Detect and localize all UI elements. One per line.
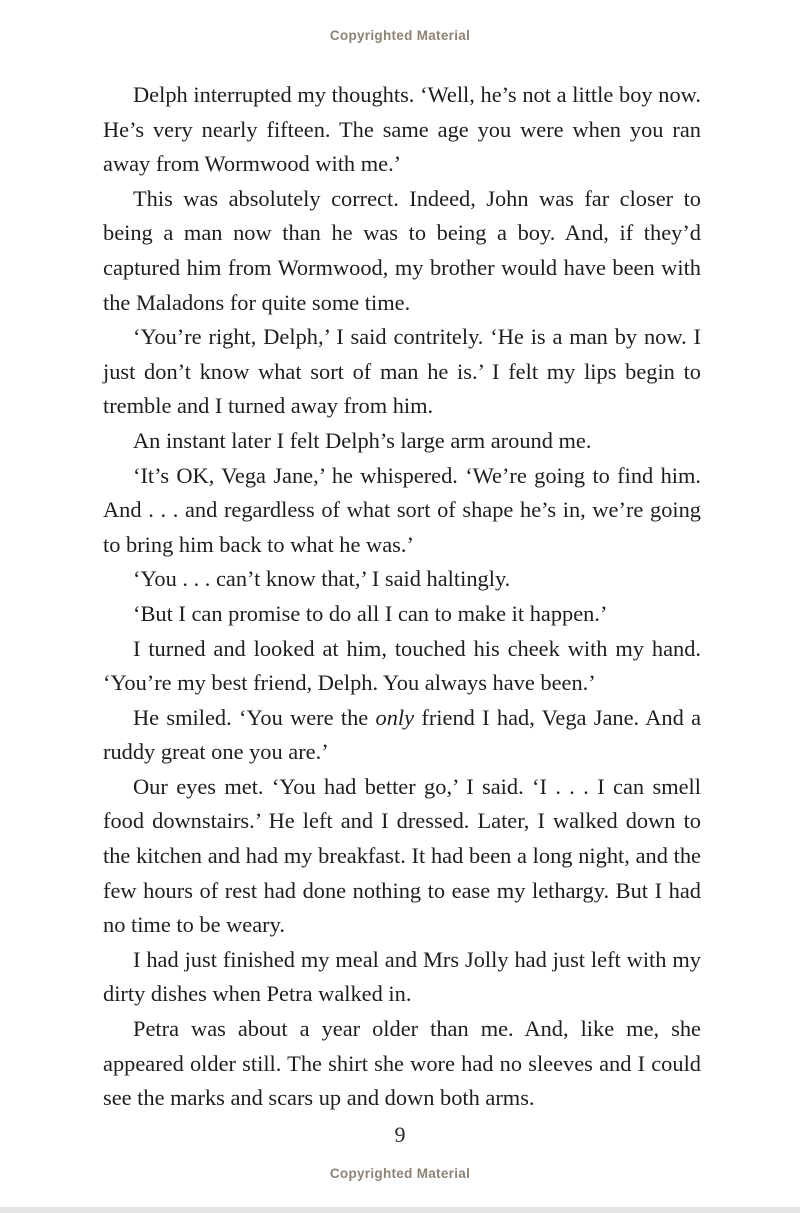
paragraph	[103, 770, 701, 943]
paragraph	[103, 562, 701, 597]
paragraph	[103, 459, 701, 563]
page-number: 9	[394, 1122, 406, 1147]
text-run: ‘You . . . can’t know that,’ I said haltingly.	[133, 566, 511, 592]
paragraph	[103, 78, 701, 182]
text-run: I turned and looked at him, touched his cheek with my hand. ‘You’re my best friend, Delph. You always have been.’	[103, 635, 701, 696]
paragraph	[103, 1012, 701, 1116]
copyright-notice-top: Copyrighted Material	[329, 28, 471, 43]
copyright-notice-bottom: Copyrighted Material	[329, 1166, 471, 1181]
paragraph	[103, 943, 701, 1012]
text-run: ‘It’s OK, Vega Jane,’ he whispered. ‘We’re going to find him. And . . . and regardless of what sort of shape he’s in, we’re going to bring him back to what he was.’	[103, 462, 701, 557]
text-run: Our eyes met. ‘You had better go,’ I said. ‘I . . . I can smell food downstairs.’ He left and I dressed. Later, I walked down to the kitchen and had my breakfast. It had been a long night, and the few hours of rest had done nothing to ease my lethargy. But I had no time to be weary.	[103, 773, 701, 938]
italic-text: only	[375, 704, 415, 730]
text-run: Delph interrupted my thoughts. ‘Well, he’s not a little boy now. He’s very nearly fifteen. The same age you were when you ran away from Wormwood with me.’	[103, 82, 701, 177]
text-run: friend I had, Vega Jane. And a ruddy great one you are.’	[103, 704, 702, 765]
page-body	[103, 78, 701, 1116]
text-run: This was absolutely correct. Indeed, John was far closer to being a man now than he was to being a boy. And, if they’d captured him from Wormwood, my brother would have been with the Maladons for quite some time.	[103, 185, 701, 315]
text-run: ‘You’re right, Delph,’ I said contritely. ‘He is a man by now. I just don’t know what sort of man he is.’ I felt my lips begin to tremble and I turned away from him.	[103, 324, 701, 419]
page-bottom-edge	[0, 1207, 800, 1213]
text-run: ‘But I can promise to do all I can to make it happen.’	[133, 600, 608, 626]
text-run: He smiled. ‘You were the	[133, 704, 376, 730]
text-run: An instant later I felt Delph’s large arm around me.	[133, 427, 592, 453]
paragraph	[103, 632, 701, 701]
paragraph	[103, 701, 701, 770]
paragraph	[103, 424, 701, 459]
text-run: Petra was about a year older than me. And, like me, she appeared older still. The shirt she wore had no sleeves and I could see the marks and scars up and down both arms.	[103, 1016, 701, 1111]
paragraph	[103, 182, 701, 320]
text-run: I had just finished my meal and Mrs Jolly had just left with my dirty dishes when Petra walked in.	[103, 946, 701, 1007]
paragraph	[103, 320, 701, 424]
paragraph	[103, 597, 701, 632]
